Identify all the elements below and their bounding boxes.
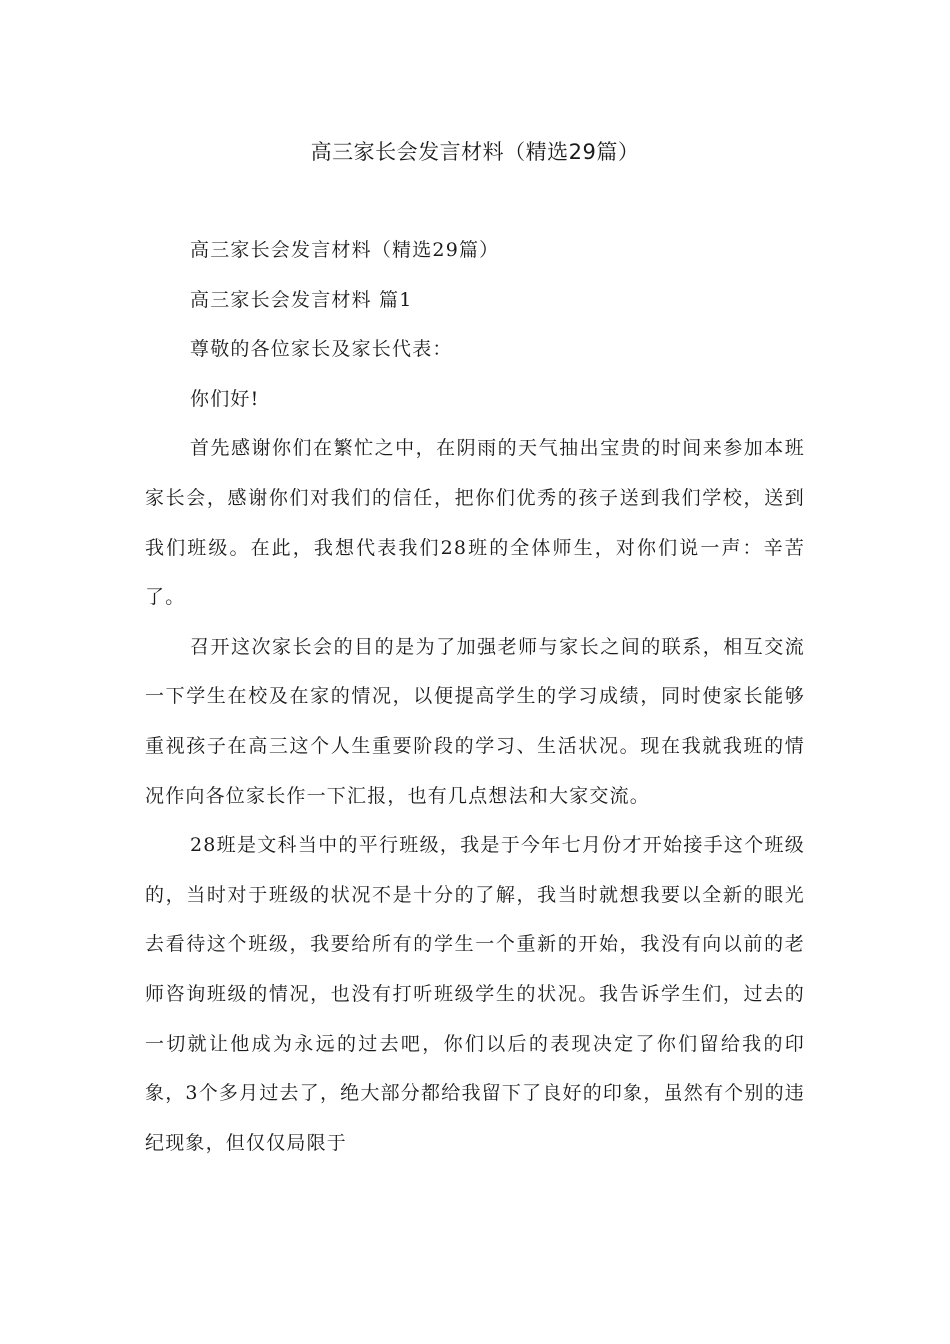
paragraph-purpose: 召开这次家长会的目的是为了加强老师与家长之间的联系，相互交流一下学生在校及在家的情况，以便提高学生的学习成绩，同时使家长能够重视孩子在高三这个人生重要阶段的学习、生活状况。现在我就我班的情况作向各位家长作一下汇报，也有几点想法和大家交流。 — [145, 635, 805, 807]
paragraph-greeting: 你们好! — [190, 387, 260, 410]
paragraph-section-title: 高三家长会发言材料 篇1 — [190, 288, 413, 311]
paragraph-salutation: 尊敬的各位家长及家长代表： — [190, 338, 453, 361]
document-title: 高三家长会发言材料（精选29篇） — [310, 140, 640, 164]
paragraph-class-overview: 28班是文科当中的平行班级，我是于今年七月份才开始接手这个班级的，当时对于班级的状况不是十分的了解，我当时就想我要以全新的眼光去看待这个班级，我要给所有的学生一个重新的开始，我没有向以前的老师咨询班级的情况，也没有打听班级学生的状况。我告诉学生们，过去的一切就让他成为永远的过去吧，你们以后的表现决定了你们留给我的印象，3个多月过去了，绝大部分都给我留下了良好的印象，虽然有个别的违纪现象，但仅仅局限于 — [145, 834, 805, 1154]
paragraph-heading: 高三家长会发言材料（精选29篇） — [190, 239, 500, 261]
paragraph-thanks: 首先感谢你们在繁忙之中，在阴雨的天气抽出宝贵的时间来参加本班家长会，感谢你们对我们的信任，把你们优秀的孩子送到我们学校，送到我们班级。在此，我想代表我们28班的全体师生，对你们说一声：辛苦了。 — [145, 437, 805, 609]
document-body — [145, 226, 805, 1168]
